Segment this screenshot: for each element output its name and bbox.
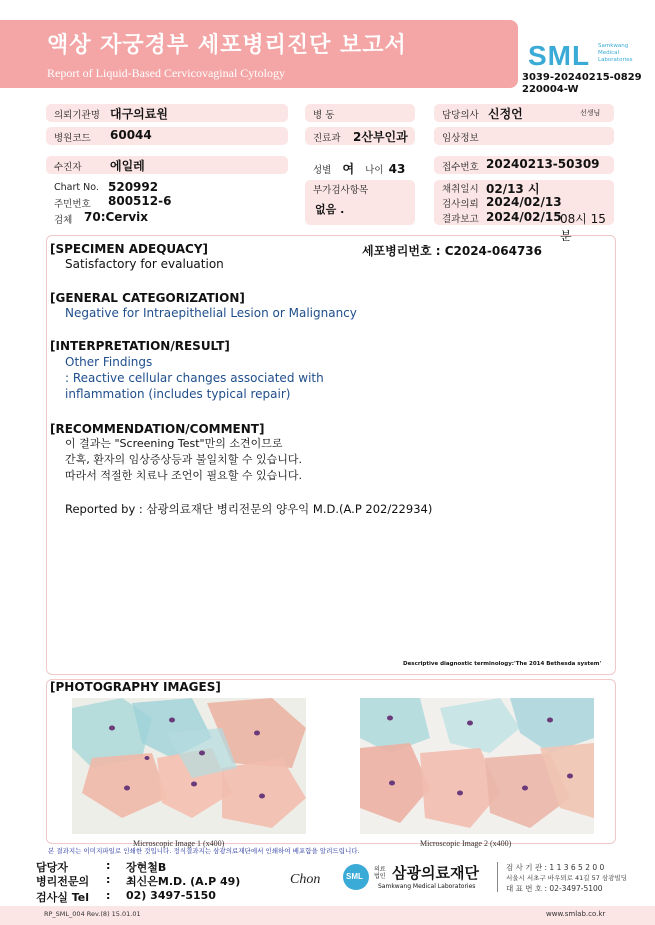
pathologist-name: 최신은M.D. (A.P 49) [126,875,241,888]
interpretation-heading: [INTERPRETATION/RESULT] [50,339,230,353]
organization-registration: 검 사 기 관 : 1 1 3 6 5 2 0 0 [506,863,605,872]
lab-tel: 02) 3497-5150 [126,889,216,902]
main-phone: 대 표 번 호 : 02-3497-5100 [506,884,603,893]
foundation-name-en: Samkwang Medical Laboratories [378,883,476,890]
recommendation-line-3: 따라서 적절한 치료나 조언이 필요할 수 있습니다. [65,469,302,482]
institution-field: 의뢰기관명 대구의료원 [46,104,288,122]
report-subtitle: Report of Liquid-Based Cervicovaginal Cytology [47,66,285,80]
adequacy-heading: [SPECIMEN ADEQUACY] [50,242,209,256]
adequacy-text: Satisfactory for evaluation [65,257,224,271]
sml-logo-subtext: Samkwang Medical Laboratories [598,43,633,63]
print-notice: 본 결과지는 이미지파일로 인쇄한 것입니다. 정식결과지는 삼광의료재단에서 인쇄하여 배포함을 알려드립니다. [48,847,360,855]
hospital-code-field: 병원코드 60044 [46,127,288,145]
patient-field: 수진자 에일레 [46,156,288,174]
sml-logo: SML [528,40,591,71]
sex-age-field: 성별 여 나이 43 [313,162,406,176]
form-code: RP_SML_004 Rev.(8) 15.01.01 [44,910,141,918]
microscopic-image-2 [360,698,594,834]
categorization-heading: [GENERAL CATEGORIZATION] [50,291,245,305]
ward-field: 병 동 [305,104,415,122]
department-field: 진료과 2산부인과 [305,127,415,145]
dates-block: 채취일시 02/13 시 검사의뢰 2024/02/13 결과보고 2024/02/15 08시 15분 [434,180,614,225]
title-banner [0,20,518,88]
reported-by: Reported by : 삼광의료재단 병리전문의 양우익 M.D.(A.P 202/22934) [65,502,433,516]
categorization-text: Negative for Intraepithelial Lesion or Malignancy [65,306,357,320]
interpretation-line-2: : Reactive cellular changes associated with [65,371,324,385]
additional-test-field: 부가검사항목 없음 . [305,180,415,225]
report-code-1: 3039-20240215-0829 [522,72,642,83]
staff-name: 장현철B [126,861,167,874]
report-code-2: 220004-W [522,84,579,95]
receipt-number-field: 접수번호 20240213-50309 [434,156,614,174]
footer-divider [497,862,498,892]
foundation-address: 서울시 서초구 바우뫼로 41길 57 삼광빌딩 [506,874,628,882]
bottom-bar [0,906,655,925]
image-1-caption: Microscopic Image 1 (x400) [133,839,225,848]
recommendation-line-1: 이 결과는 "Screening Test"만의 소견이므로 [65,437,283,450]
microscopic-image-1 [72,698,306,834]
recommendation-heading: [RECOMMENDATION/COMMENT] [50,422,265,436]
report-title: 액상 자궁경부 세포병리진단 보고서 [47,33,407,58]
doctor-field: 담당의사 신정언 선생님 [434,104,614,122]
terminology-note: Descriptive diagnostic terminology:'The 2014 Bethesda system' [403,661,602,667]
recommendation-line-2: 간혹, 환자의 임상증상등과 불일치할 수 있습니다. [65,453,302,466]
staff-label: 담당자 [36,861,68,874]
pathologist-label: 병리전문의 [36,875,90,888]
pathologist-signature: Chon [290,872,321,887]
foundation-prefix: 의료 법인 [374,866,386,880]
image-2-caption: Microscopic Image 2 (x400) [420,839,512,848]
photography-heading: [PHOTOGRAPHY IMAGES] [50,680,221,694]
foundation-name: 삼광의료재단 [392,864,479,882]
foundation-logo-icon: SML [343,864,369,890]
clinical-info-field: 임상정보 [434,127,614,145]
website-link[interactable]: www.smlab.co.kr [546,910,606,918]
interpretation-line-1: Other Findings [65,355,153,369]
interpretation-line-3: inflammation (includes typical repair) [65,387,291,401]
cytology-number: 세포병리번호 : C2024-064736 [362,244,542,258]
chart-info-block: Chart No. 520992 주민번호 800512-6 검체 70:Cervix [54,180,172,226]
lab-tel-label: 검사실 Tel [36,891,89,904]
